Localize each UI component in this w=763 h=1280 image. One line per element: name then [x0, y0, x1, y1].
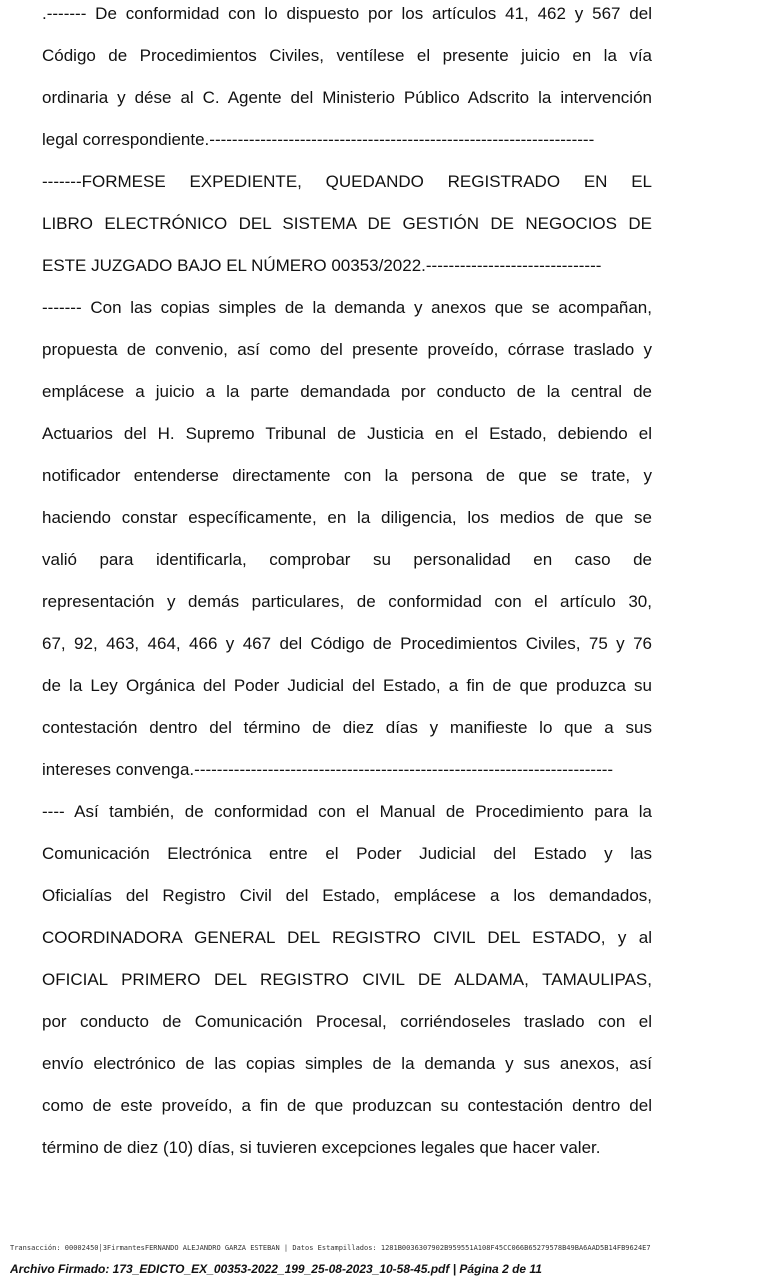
- text-line: legal correspondiente.--------------------------------------------------------------------: [42, 130, 595, 149]
- text-line: representación y demás particulares, de conformidad con el artículo 30,: [42, 592, 652, 611]
- text-line: OFICIAL PRIMERO DEL REGISTRO CIVIL DE ALDAMA, TAMAULIPAS,: [42, 970, 652, 989]
- text-line: Oficialías del Registro Civil del Estado, emplácese a los demandados,: [42, 886, 652, 905]
- text-line: ------- Con las copias simples de la demanda y anexos que se acompañan,: [42, 298, 652, 317]
- text-line: haciendo constar específicamente, en la diligencia, los medios de que se: [42, 508, 652, 527]
- text-line: como de este proveído, a fin de que produzcan su contestación dentro del: [42, 1096, 652, 1115]
- text-line: contestación dentro del término de diez días y manifieste lo que a sus: [42, 718, 652, 737]
- text-line: .------- De conformidad con lo dispuesto por los artículos 41, 462 y 567 del: [42, 4, 652, 23]
- text-line: envío electrónico de las copias simples de la demanda y sus anexos, así: [42, 1054, 652, 1073]
- document-body: [42, 2, 652, 1178]
- text-line: Actuarios del H. Supremo Tribunal de Justicia en el Estado, debiendo el: [42, 424, 652, 443]
- text-line: emplácese a juicio a la parte demandada por conducto de la central de: [42, 382, 652, 401]
- text-line: por conducto de Comunicación Procesal, corriéndoseles traslado con el: [42, 1012, 652, 1031]
- signed-file-footer: Archivo Firmado: 173_EDICTO_EX_00353-2022_199_25-08-2023_10-58-45.pdf | Página 2 de 11: [10, 1262, 542, 1276]
- text-line: 67, 92, 463, 464, 466 y 467 del Código de Procedimientos Civiles, 75 y 76: [42, 634, 652, 653]
- text-line: ordinaria y dése al C. Agente del Ministerio Público Adscrito la intervención: [42, 88, 652, 107]
- text-line: término de diez (10) días, si tuvieren excepciones legales que hacer valer.: [42, 1138, 601, 1157]
- text-line: de la Ley Orgánica del Poder Judicial del Estado, a fin de que produzca su: [42, 676, 652, 695]
- text-line: intereses convenga.--------------------------------------------------------------------------: [42, 760, 614, 779]
- text-line: notificador entenderse directamente con la persona de que se trate, y: [42, 466, 652, 485]
- text-line: ESTE JUZGADO BAJO EL NÚMERO 00353/2022.-------------------------------: [42, 256, 602, 275]
- text-line: propuesta de convenio, así como del presente proveído, córrase traslado y: [42, 340, 652, 359]
- text-line: valió para identificarla, comprobar su personalidad en caso de: [42, 550, 652, 569]
- text-line: LIBRO ELECTRÓNICO DEL SISTEMA DE GESTIÓN DE NEGOCIOS DE: [42, 214, 652, 233]
- text-line: Comunicación Electrónica entre el Poder Judicial del Estado y las: [42, 844, 652, 863]
- text-line: -------FORMESE EXPEDIENTE, QUEDANDO REGISTRADO EN EL: [42, 172, 652, 191]
- text-line: ---- Así también, de conformidad con el Manual de Procedimiento para la: [42, 802, 652, 821]
- signature-transaction-metadata: Transacción: 00002450│3FirmantesFERNANDO ALEJANDRO GARZA ESTEBAN | Datos Estampillados: 1281B0036307902B959551A108F45CC066B65279578B49BA6AAD5B14FB9624E7: [10, 1244, 651, 1252]
- text-line: COORDINADORA GENERAL DEL REGISTRO CIVIL DEL ESTADO, y al: [42, 928, 652, 947]
- text-line: Código de Procedimientos Civiles, ventílese el presente juicio en la vía: [42, 46, 652, 65]
